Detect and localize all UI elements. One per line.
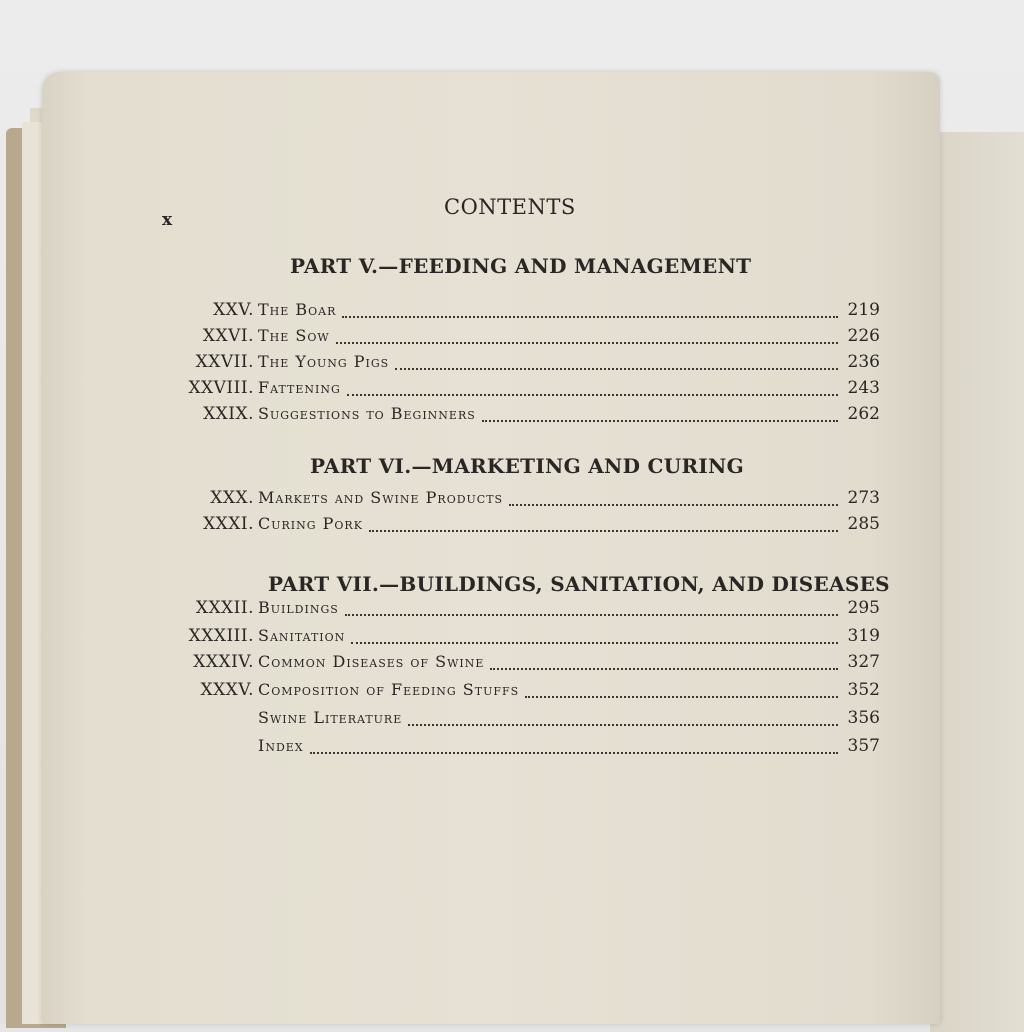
- page-folio: x: [162, 210, 173, 230]
- dot-leader: [408, 712, 838, 726]
- chapter-title: The Sow: [258, 326, 330, 345]
- chapter-number: XXVIII.: [188, 378, 254, 398]
- chapter-title: Sanitation: [258, 626, 346, 645]
- dot-leader: [490, 656, 838, 670]
- toc-entry: [150, 736, 880, 760]
- dot-leader: [347, 382, 838, 396]
- chapter-number: XXXIII.: [188, 626, 254, 646]
- chapter-title: Buildings: [258, 598, 339, 617]
- toc-entry: [150, 488, 880, 512]
- chapter-number: XXVII.: [195, 352, 254, 372]
- chapter-number: XXXV.: [200, 680, 254, 700]
- toc-entry: [150, 300, 880, 324]
- page-number: 327: [847, 652, 880, 672]
- chapter-title: Suggestions to Beginners: [258, 404, 476, 423]
- page-number: 219: [847, 300, 880, 320]
- toc-entry: [150, 514, 880, 538]
- toc-entry: [150, 652, 880, 676]
- toc-entry: [150, 598, 880, 622]
- dot-leader: [395, 356, 838, 370]
- toc-entry: [150, 378, 880, 402]
- page-number: 273: [847, 488, 880, 508]
- chapter-title: Composition of Feeding Stuffs: [258, 680, 520, 699]
- page-number: 356: [847, 708, 880, 728]
- chapter-number: XXVI.: [202, 326, 254, 346]
- chapter-title: The Young Pigs: [258, 352, 390, 371]
- page-number: 236: [847, 352, 880, 372]
- chapter-number: XXXII.: [195, 598, 254, 618]
- toc-entry: [150, 708, 880, 732]
- chapter-title: The Boar: [258, 300, 337, 319]
- dot-leader: [336, 330, 838, 344]
- dot-leader: [345, 602, 838, 616]
- opposite-page: [930, 132, 1024, 1032]
- page-number: 319: [847, 626, 880, 646]
- chapter-number: XXXIV.: [193, 652, 254, 672]
- dot-leader: [525, 684, 838, 698]
- page-number: 285: [847, 514, 880, 534]
- chapter-number: XXV.: [213, 300, 254, 320]
- page-number: 243: [847, 378, 880, 398]
- page-number: 262: [847, 404, 880, 424]
- chapter-title: Swine Literature: [258, 708, 403, 727]
- chapter-number: XXIX.: [203, 404, 254, 424]
- dot-leader: [369, 518, 838, 532]
- chapter-title: Curing Pork: [258, 514, 363, 533]
- page-number: 226: [847, 326, 880, 346]
- page-number: 357: [847, 736, 880, 756]
- chapter-title: Common Diseases of Swine: [258, 652, 485, 671]
- chapter-number: XXX.: [210, 488, 254, 508]
- page-number: 295: [847, 598, 880, 618]
- contents-heading: CONTENTS: [444, 195, 576, 219]
- chapter-title: Fattening: [258, 378, 341, 397]
- chapter-number: XXXI.: [203, 514, 254, 534]
- part-heading: PART V.—FEEDING AND MANAGEMENT: [290, 254, 752, 278]
- toc-entry: [150, 404, 880, 428]
- dot-leader: [310, 740, 838, 754]
- toc-entry: [150, 680, 880, 704]
- dot-leader: [351, 630, 838, 644]
- chapter-title: Markets and Swine Products: [258, 488, 504, 507]
- toc-entry: [150, 326, 880, 350]
- chapter-title: Index: [258, 736, 304, 755]
- toc-entry: [150, 626, 880, 650]
- dot-leader: [342, 304, 838, 318]
- part-heading: PART VII.—BUILDINGS, SANITATION, AND DISEASES: [268, 572, 890, 596]
- toc-entry: [150, 352, 880, 376]
- page-number: 352: [847, 680, 880, 700]
- dot-leader: [482, 408, 838, 422]
- dot-leader: [509, 492, 838, 506]
- part-heading: PART VI.—MARKETING AND CURING: [310, 454, 745, 478]
